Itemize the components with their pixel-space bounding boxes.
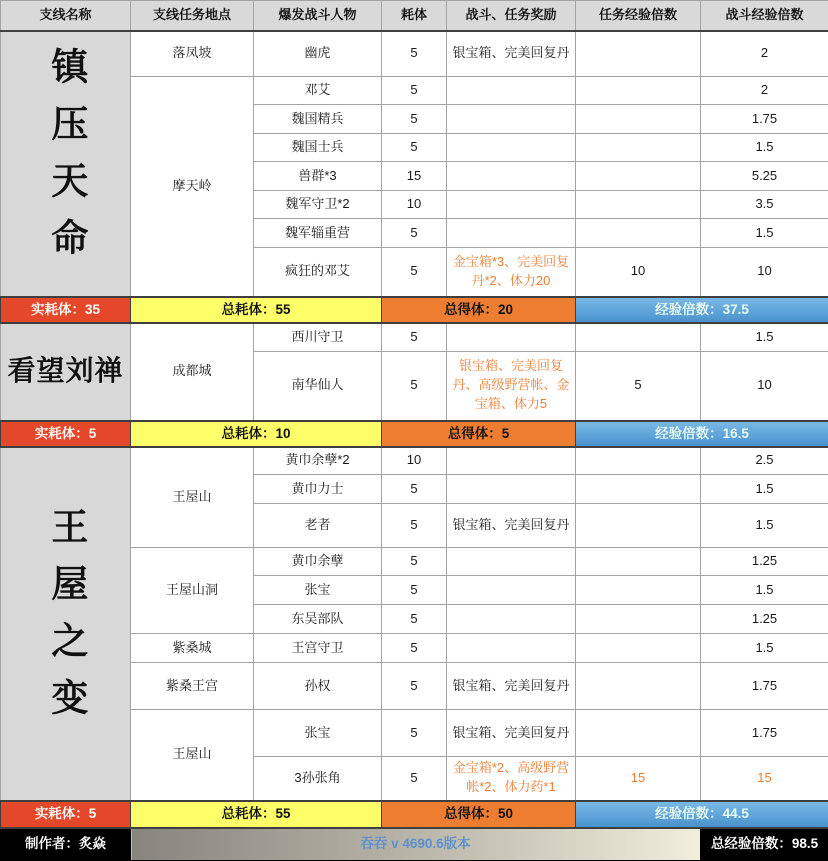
cost-cell: 5 — [382, 605, 447, 634]
battle-xp-cell: 1.5 — [701, 323, 828, 352]
reward-cell: 银宝箱、完美回复丹、高级野营帐、金宝箱、体力5 — [447, 352, 576, 421]
battle-xp-cell: 2 — [701, 77, 828, 105]
task-xp-cell — [576, 105, 701, 134]
task-xp-cell — [576, 219, 701, 248]
summary-xp-multiplier: 经验倍数：16.5 — [576, 421, 828, 447]
task-xp-cell — [576, 31, 701, 77]
battle-xp-cell: 1.5 — [701, 475, 828, 504]
character-cell: 幽虎 — [254, 31, 382, 77]
character-cell: 疯狂的邓艾 — [254, 248, 382, 297]
reward-cell — [447, 605, 576, 634]
task-xp-cell — [576, 663, 701, 710]
character-cell: 南华仙人 — [254, 352, 382, 421]
cost-cell: 5 — [382, 710, 447, 757]
character-cell: 黄巾力士 — [254, 475, 382, 504]
reward-cell: 金宝箱*3、完美回复丹*2、体力20 — [447, 248, 576, 297]
footer-total-xp: 总经验倍数：98.5 — [701, 828, 828, 861]
reward-cell: 金宝箱*2、高级野营帐*2、体力药*1 — [447, 757, 576, 801]
battle-xp-cell: 1.5 — [701, 576, 828, 605]
character-cell: 魏国精兵 — [254, 105, 382, 134]
character-cell: 孙权 — [254, 663, 382, 710]
task-xp-cell — [576, 162, 701, 191]
header-row — [1, 1, 828, 31]
cost-cell: 5 — [382, 134, 447, 162]
character-cell: 黄巾余孽 — [254, 548, 382, 576]
reward-cell — [447, 323, 576, 352]
cost-cell: 10 — [382, 447, 447, 475]
task-xp-cell — [576, 634, 701, 663]
summary-total-gain: 总得体：5 — [382, 421, 576, 447]
summary-row — [1, 421, 828, 447]
column-header-task-xp: 任务经验倍数 — [576, 1, 701, 31]
location-cell: 紫桑王宫 — [131, 663, 254, 710]
summary-row — [1, 801, 828, 828]
summary-xp-multiplier: 经验倍数：44.5 — [576, 801, 828, 828]
character-cell: 东吴部队 — [254, 605, 382, 634]
footer-row — [1, 828, 828, 861]
character-cell: 老者 — [254, 504, 382, 548]
battle-xp-cell: 5.25 — [701, 162, 828, 191]
cost-cell: 5 — [382, 219, 447, 248]
reward-cell: 银宝箱、完美回复丹 — [447, 663, 576, 710]
column-header-location: 支线任务地点 — [131, 1, 254, 31]
cost-cell: 5 — [382, 77, 447, 105]
footer-version: 吞吞 v 4690.6版本 — [131, 828, 701, 861]
reward-cell — [447, 447, 576, 475]
summary-row — [1, 297, 828, 323]
location-cell: 落凤坡 — [131, 31, 254, 77]
reward-cell — [447, 191, 576, 219]
task-xp-cell — [576, 576, 701, 605]
character-cell: 魏国士兵 — [254, 134, 382, 162]
table-row — [1, 323, 828, 352]
column-header-character: 爆发战斗人物 — [254, 1, 382, 31]
battle-xp-cell: 1.75 — [701, 710, 828, 757]
battle-xp-cell: 10 — [701, 248, 828, 297]
character-cell: 3孙张角 — [254, 757, 382, 801]
branch-name-cell — [1, 447, 131, 801]
cost-cell: 5 — [382, 475, 447, 504]
reward-cell — [447, 548, 576, 576]
cost-cell: 5 — [382, 663, 447, 710]
battle-xp-cell: 1.5 — [701, 504, 828, 548]
task-xp-cell — [576, 504, 701, 548]
reward-cell — [447, 634, 576, 663]
battle-xp-cell: 15 — [701, 757, 828, 801]
battle-xp-cell: 10 — [701, 352, 828, 421]
battle-xp-cell: 3.5 — [701, 191, 828, 219]
task-xp-cell — [576, 447, 701, 475]
battle-xp-cell: 2.5 — [701, 447, 828, 475]
branch-name-cell — [1, 323, 131, 421]
location-cell: 紫桑城 — [131, 634, 254, 663]
column-header-battle-xp: 战斗经验倍数 — [701, 1, 828, 31]
cost-cell: 5 — [382, 504, 447, 548]
cost-cell: 5 — [382, 323, 447, 352]
reward-cell — [447, 134, 576, 162]
task-xp-cell — [576, 77, 701, 105]
column-header-cost: 耗体 — [382, 1, 447, 31]
character-cell: 西川守卫 — [254, 323, 382, 352]
task-xp-cell: 15 — [576, 757, 701, 801]
branch-name: 看望刘禅 — [7, 355, 123, 386]
summary-actual-cost: 实耗体：5 — [1, 421, 131, 447]
branch-name-cell — [1, 31, 131, 297]
character-cell: 魏军守卫*2 — [254, 191, 382, 219]
battle-xp-cell: 1.5 — [701, 134, 828, 162]
cost-cell: 5 — [382, 105, 447, 134]
character-cell: 张宝 — [254, 710, 382, 757]
summary-total-cost: 总耗体：10 — [131, 421, 382, 447]
battle-xp-cell: 2 — [701, 31, 828, 77]
cost-cell: 10 — [382, 191, 447, 219]
character-cell: 王宫守卫 — [254, 634, 382, 663]
task-xp-cell: 5 — [576, 352, 701, 421]
table-row — [1, 31, 828, 77]
summary-xp-multiplier: 经验倍数：37.5 — [576, 297, 828, 323]
task-xp-cell — [576, 605, 701, 634]
task-xp-cell — [576, 548, 701, 576]
cost-cell: 5 — [382, 548, 447, 576]
cost-cell: 5 — [382, 757, 447, 801]
character-cell: 张宝 — [254, 576, 382, 605]
reward-cell — [447, 576, 576, 605]
character-cell: 黄巾余孽*2 — [254, 447, 382, 475]
location-cell: 王屋山洞 — [131, 548, 254, 634]
battle-xp-cell: 1.75 — [701, 663, 828, 710]
battle-xp-cell: 1.25 — [701, 548, 828, 576]
reward-cell — [447, 162, 576, 191]
footer-author: 制作者：炙焱 — [1, 828, 131, 861]
table-row — [1, 447, 828, 475]
summary-total-cost: 总耗体：55 — [131, 297, 382, 323]
reward-cell — [447, 77, 576, 105]
summary-total-gain: 总得体：20 — [382, 297, 576, 323]
branch-name: 王屋之变 — [45, 507, 86, 735]
task-xp-cell — [576, 475, 701, 504]
character-cell: 兽群*3 — [254, 162, 382, 191]
character-cell: 邓艾 — [254, 77, 382, 105]
summary-total-cost: 总耗体：55 — [131, 801, 382, 828]
task-xp-cell — [576, 710, 701, 757]
reward-cell: 银宝箱、完美回复丹 — [447, 31, 576, 77]
task-xp-cell — [576, 134, 701, 162]
task-xp-cell: 10 — [576, 248, 701, 297]
cost-cell: 5 — [382, 248, 447, 297]
branch-name: 镇压天命 — [45, 47, 86, 275]
cost-cell: 5 — [382, 31, 447, 77]
battle-xp-cell: 1.5 — [701, 219, 828, 248]
reward-cell: 银宝箱、完美回复丹 — [447, 504, 576, 548]
location-cell: 王屋山 — [131, 447, 254, 548]
summary-total-gain: 总得体：50 — [382, 801, 576, 828]
reward-cell — [447, 105, 576, 134]
summary-actual-cost: 实耗体：5 — [1, 801, 131, 828]
cost-cell: 15 — [382, 162, 447, 191]
task-xp-cell — [576, 191, 701, 219]
battle-xp-cell: 1.5 — [701, 634, 828, 663]
task-xp-cell — [576, 323, 701, 352]
location-cell: 摩天岭 — [131, 77, 254, 297]
cost-cell: 5 — [382, 576, 447, 605]
reward-cell — [447, 475, 576, 504]
summary-actual-cost: 实耗体：35 — [1, 297, 131, 323]
cost-cell: 5 — [382, 352, 447, 421]
reward-cell — [447, 219, 576, 248]
column-header-reward: 战斗、任务奖励 — [447, 1, 576, 31]
cost-cell: 5 — [382, 634, 447, 663]
battle-xp-cell: 1.25 — [701, 605, 828, 634]
reward-cell: 银宝箱、完美回复丹 — [447, 710, 576, 757]
battle-xp-cell: 1.75 — [701, 105, 828, 134]
location-cell: 成都城 — [131, 323, 254, 421]
column-header-branch: 支线名称 — [1, 1, 131, 31]
character-cell: 魏军辎重营 — [254, 219, 382, 248]
location-cell: 王屋山 — [131, 710, 254, 801]
